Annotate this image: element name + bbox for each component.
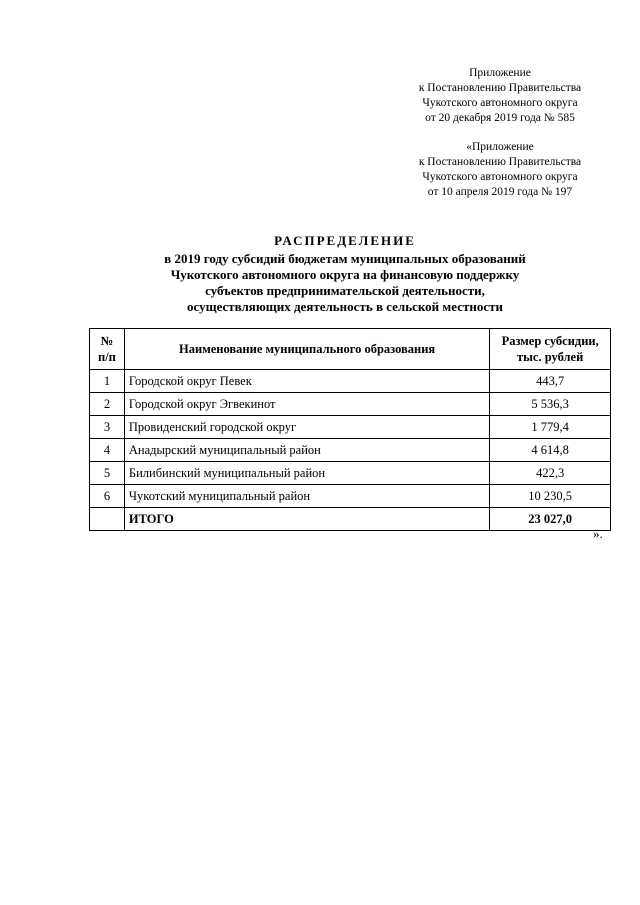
- table-row: [90, 416, 611, 439]
- closing-quote-mark: ».: [593, 526, 603, 541]
- title-heading: РАСПРЕДЕЛЕНИЕ: [274, 233, 416, 248]
- appendix-line: Чукотского автономного округа: [422, 97, 578, 109]
- total-number-cell: [90, 508, 125, 531]
- appendix-line: от 10 апреля 2019 года № 197: [427, 186, 573, 198]
- table-total-row: [90, 508, 611, 531]
- title-line: осуществляющих деятельность в сельской местности: [187, 299, 503, 314]
- row-value: 1 779,4: [490, 416, 611, 439]
- row-number: 1: [90, 370, 125, 393]
- header-name: Наименование муниципального образования: [124, 329, 489, 370]
- row-name: Чукотский муниципальный район: [124, 485, 489, 508]
- row-value: 422,3: [490, 462, 611, 485]
- document-title: [80, 233, 610, 315]
- appendix-block-previous: [400, 140, 600, 200]
- row-number: 3: [90, 416, 125, 439]
- table-row: [90, 485, 611, 508]
- row-value: 10 230,5: [490, 485, 611, 508]
- row-number: 6: [90, 485, 125, 508]
- appendix-line: к Постановлению Правительства: [418, 156, 582, 168]
- row-name: Городской округ Эгвекинот: [124, 393, 489, 416]
- appendix-block-current: [400, 66, 600, 126]
- subsidy-distribution-table: [89, 328, 611, 531]
- title-line: Чукотского автономного округа на финансовую поддержку: [170, 267, 520, 282]
- appendix-line: «Приложение: [466, 141, 534, 153]
- header-value: [490, 329, 611, 370]
- row-name: Билибинский муниципальный район: [124, 462, 489, 485]
- row-number: 4: [90, 439, 125, 462]
- table-row: [90, 393, 611, 416]
- header-number: [90, 329, 125, 370]
- header-number-line1: №: [100, 334, 114, 348]
- row-value: 5 536,3: [490, 393, 611, 416]
- row-number: 5: [90, 462, 125, 485]
- table-row: [90, 370, 611, 393]
- table-header-row: [90, 329, 611, 370]
- appendix-line: от 20 декабря 2019 года № 585: [425, 112, 575, 124]
- row-name: Анадырский муниципальный район: [124, 439, 489, 462]
- row-number: 2: [90, 393, 125, 416]
- table-row: [90, 439, 611, 462]
- title-line: в 2019 году субсидий бюджетам муниципальных образований: [164, 251, 526, 266]
- appendix-header: [400, 66, 600, 200]
- appendix-line: Чукотского автономного округа: [422, 171, 578, 183]
- row-name: Городской округ Певек: [124, 370, 489, 393]
- header-value-line2: тыс. рублей: [517, 350, 584, 364]
- appendix-line: Приложение: [469, 67, 531, 79]
- total-value: 23 027,0: [490, 508, 611, 531]
- table-row: [90, 462, 611, 485]
- row-value: 443,7: [490, 370, 611, 393]
- total-label: ИТОГО: [124, 508, 489, 531]
- title-line: субъектов предпринимательской деятельности,: [205, 283, 485, 298]
- header-value-line1: Размер субсидии,: [501, 334, 599, 348]
- header-number-line2: п/п: [98, 350, 116, 364]
- row-value: 4 614,8: [490, 439, 611, 462]
- appendix-line: к Постановлению Правительства: [418, 82, 582, 94]
- row-name: Провиденский городской округ: [124, 416, 489, 439]
